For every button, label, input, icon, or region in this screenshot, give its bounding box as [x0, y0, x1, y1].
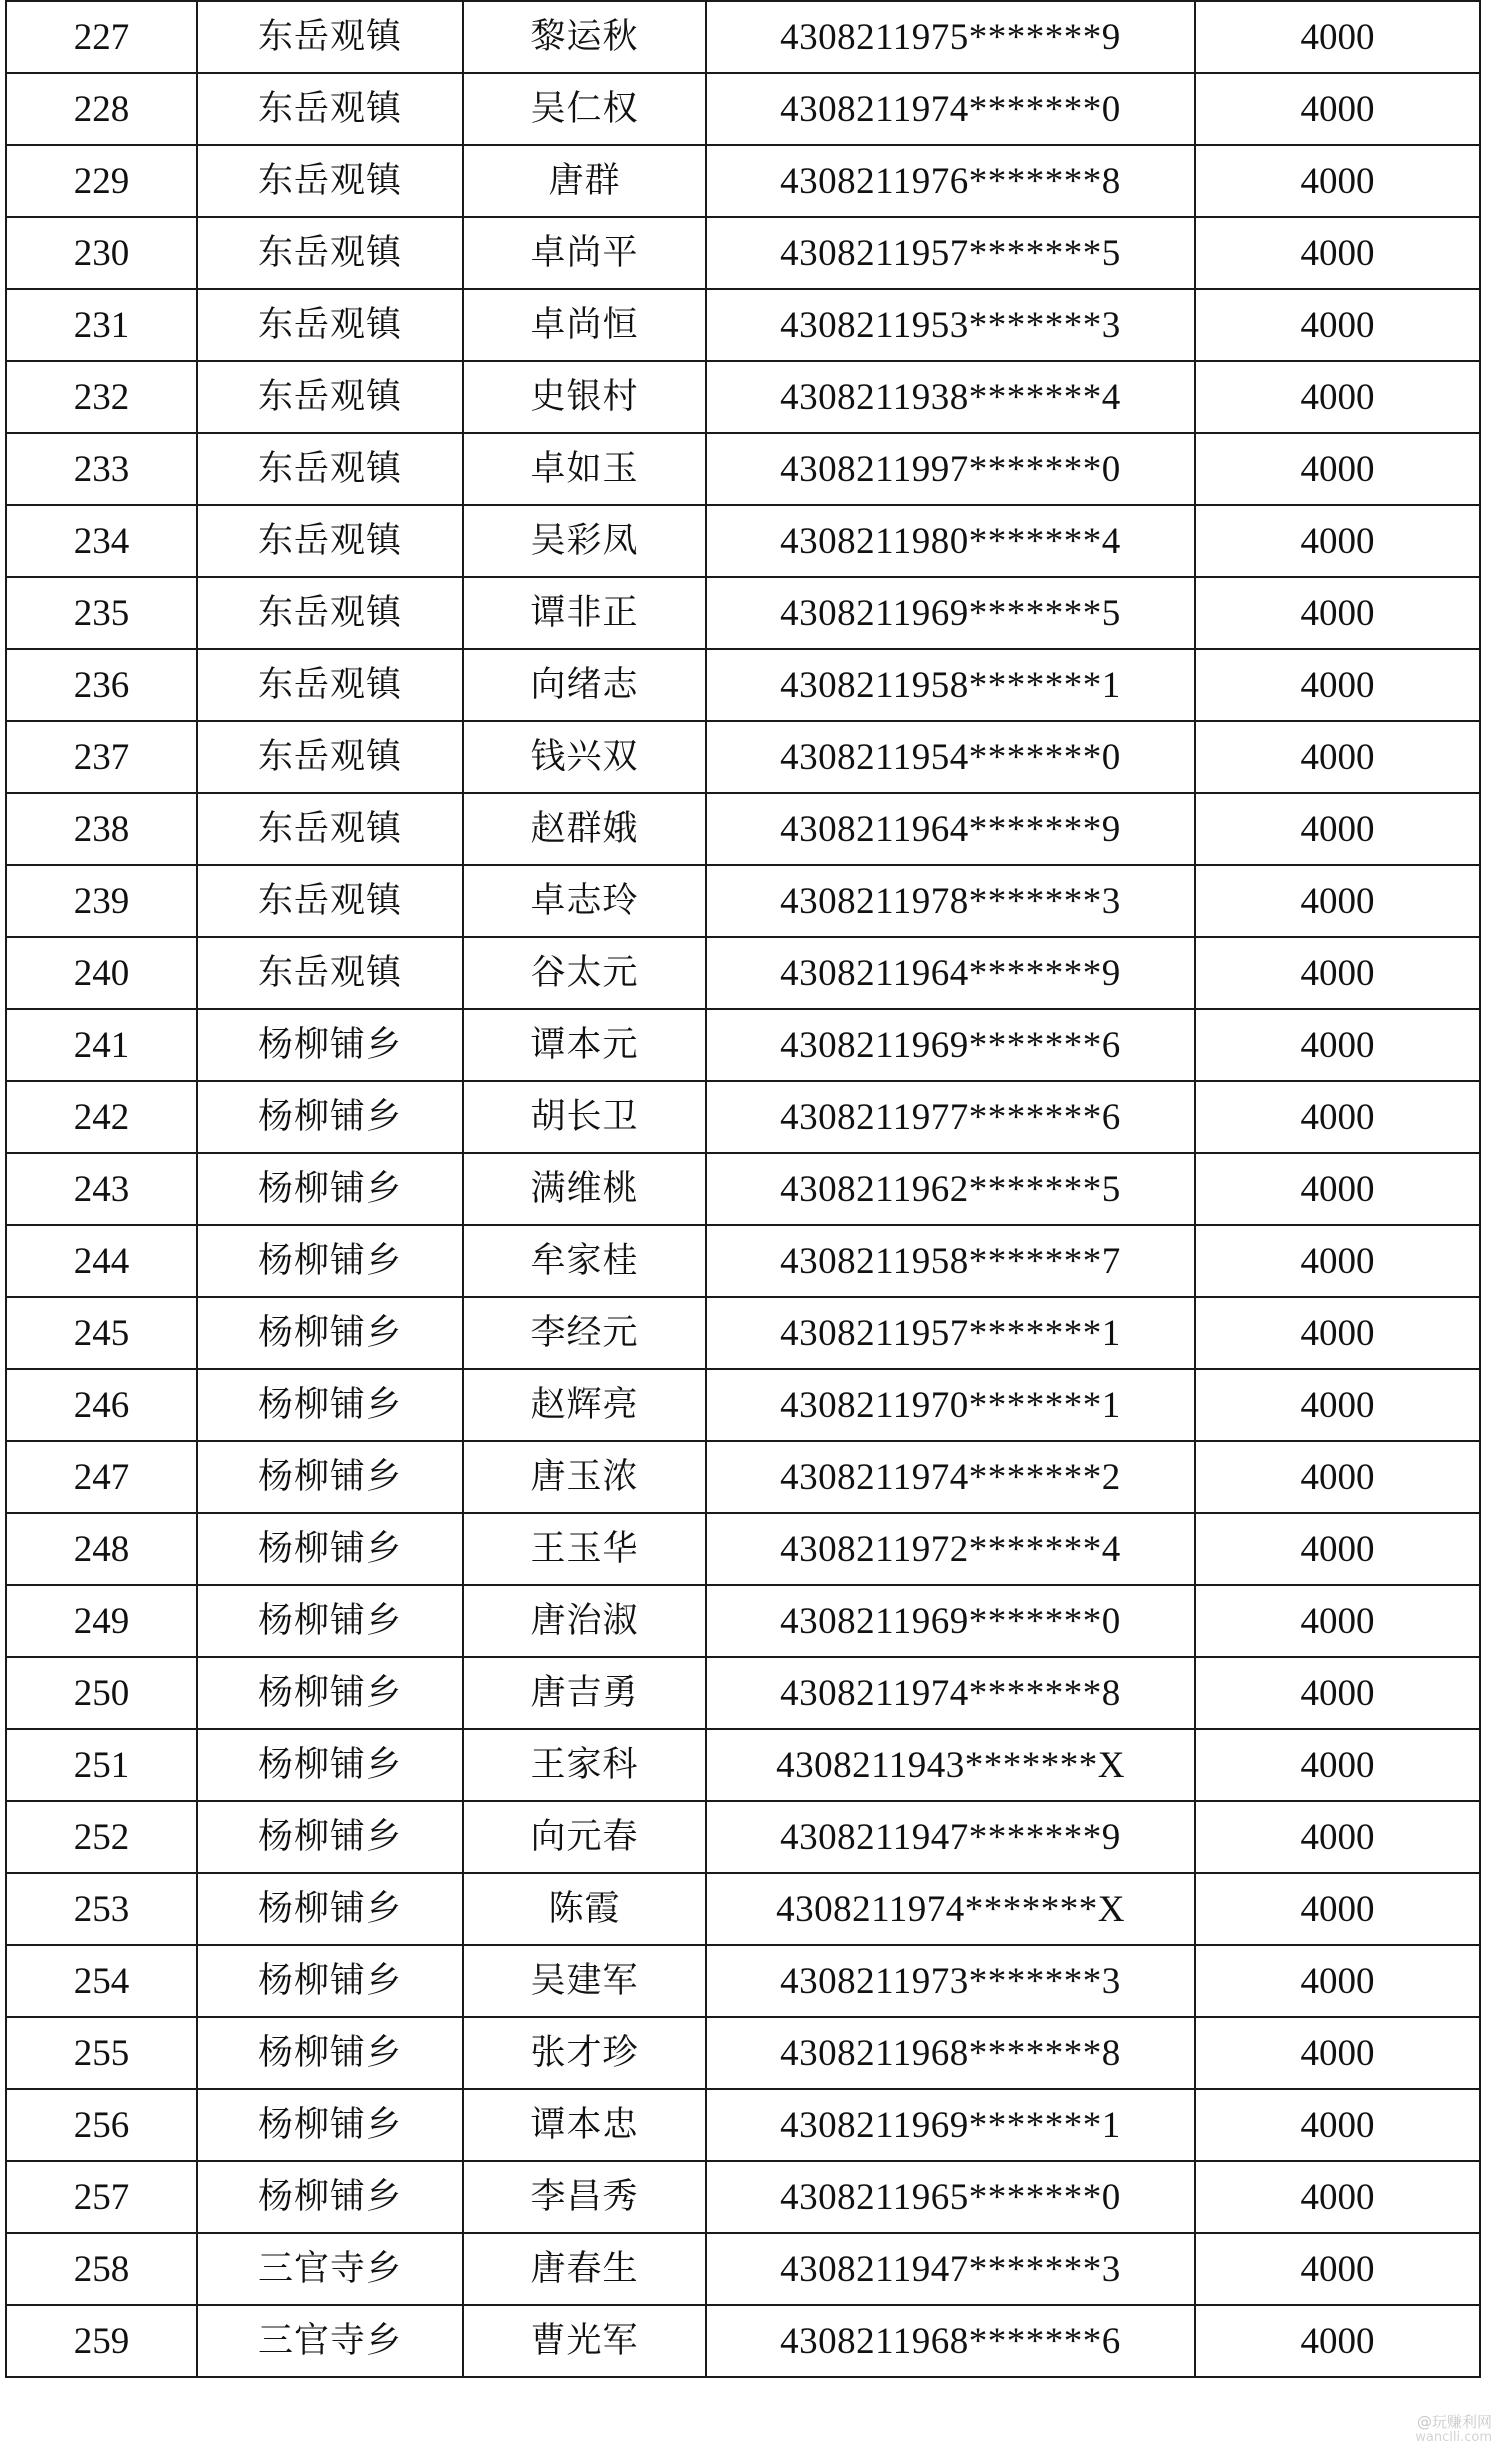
- cell-township: 东岳观镇: [197, 361, 463, 433]
- cell-name: 牟家桂: [463, 1225, 706, 1297]
- cell-name: 唐吉勇: [463, 1657, 706, 1729]
- table-row: [6, 1513, 1480, 1585]
- cell-amount: 4000: [1195, 1657, 1480, 1729]
- cell-id-number: 4308211957*******1: [706, 1297, 1195, 1369]
- cell-name: 唐春生: [463, 2233, 706, 2305]
- cell-id-number: 4308211974*******2: [706, 1441, 1195, 1513]
- cell-amount: 4000: [1195, 1009, 1480, 1081]
- cell-name: 向元春: [463, 1801, 706, 1873]
- cell-name: 陈霞: [463, 1873, 706, 1945]
- cell-index: 232: [6, 361, 197, 433]
- table-row: [6, 2233, 1480, 2305]
- cell-index: 259: [6, 2305, 197, 2377]
- table-row: [6, 1081, 1480, 1153]
- cell-amount: 4000: [1195, 2089, 1480, 2161]
- cell-id-number: 4308211958*******7: [706, 1225, 1195, 1297]
- cell-amount: 4000: [1195, 1729, 1480, 1801]
- cell-township: 东岳观镇: [197, 577, 463, 649]
- cell-amount: 4000: [1195, 721, 1480, 793]
- table-row: [6, 433, 1480, 505]
- table-row: [6, 1801, 1480, 1873]
- cell-name: 王家科: [463, 1729, 706, 1801]
- cell-index: 231: [6, 289, 197, 361]
- cell-township: 杨柳铺乡: [197, 1081, 463, 1153]
- cell-amount: 4000: [1195, 505, 1480, 577]
- table-row: [6, 505, 1480, 577]
- cell-township: 杨柳铺乡: [197, 1369, 463, 1441]
- cell-name: 卓尚恒: [463, 289, 706, 361]
- cell-amount: 4000: [1195, 361, 1480, 433]
- table-row: [6, 1873, 1480, 1945]
- cell-id-number: 4308211968*******8: [706, 2017, 1195, 2089]
- cell-index: 230: [6, 217, 197, 289]
- cell-id-number: 4308211975*******9: [706, 1, 1195, 73]
- cell-name: 唐群: [463, 145, 706, 217]
- cell-township: 杨柳铺乡: [197, 2017, 463, 2089]
- cell-amount: 4000: [1195, 2305, 1480, 2377]
- cell-amount: 4000: [1195, 145, 1480, 217]
- cell-name: 卓如玉: [463, 433, 706, 505]
- table-row: [6, 2305, 1480, 2377]
- cell-name: 卓志玲: [463, 865, 706, 937]
- cell-id-number: 4308211997*******0: [706, 433, 1195, 505]
- cell-index: 239: [6, 865, 197, 937]
- cell-township: 杨柳铺乡: [197, 1729, 463, 1801]
- cell-id-number: 4308211964*******9: [706, 937, 1195, 1009]
- cell-id-number: 4308211943*******X: [706, 1729, 1195, 1801]
- cell-index: 234: [6, 505, 197, 577]
- cell-amount: 4000: [1195, 1369, 1480, 1441]
- watermark-text: @玩赚利网: [1416, 2413, 1492, 2431]
- table-row: [6, 217, 1480, 289]
- cell-index: 241: [6, 1009, 197, 1081]
- table-row: [6, 1009, 1480, 1081]
- cell-index: 258: [6, 2233, 197, 2305]
- cell-name: 李昌秀: [463, 2161, 706, 2233]
- table-row: [6, 361, 1480, 433]
- cell-amount: 4000: [1195, 1081, 1480, 1153]
- table-row: [6, 73, 1480, 145]
- cell-name: 谭本元: [463, 1009, 706, 1081]
- cell-id-number: 4308211969*******5: [706, 577, 1195, 649]
- cell-amount: 4000: [1195, 1801, 1480, 1873]
- cell-index: 252: [6, 1801, 197, 1873]
- cell-township: 杨柳铺乡: [197, 1801, 463, 1873]
- cell-name: 唐玉浓: [463, 1441, 706, 1513]
- cell-amount: 4000: [1195, 433, 1480, 505]
- cell-township: 杨柳铺乡: [197, 1153, 463, 1225]
- cell-id-number: 4308211947*******3: [706, 2233, 1195, 2305]
- table-row: [6, 2089, 1480, 2161]
- cell-index: 240: [6, 937, 197, 1009]
- cell-id-number: 4308211969*******0: [706, 1585, 1195, 1657]
- cell-name: 吴仁权: [463, 73, 706, 145]
- cell-amount: 4000: [1195, 1513, 1480, 1585]
- cell-amount: 4000: [1195, 649, 1480, 721]
- cell-name: 向绪志: [463, 649, 706, 721]
- table-row: [6, 1225, 1480, 1297]
- cell-name: 李经元: [463, 1297, 706, 1369]
- cell-name: 谭非正: [463, 577, 706, 649]
- cell-index: 253: [6, 1873, 197, 1945]
- cell-index: 243: [6, 1153, 197, 1225]
- cell-township: 杨柳铺乡: [197, 1513, 463, 1585]
- cell-index: 249: [6, 1585, 197, 1657]
- cell-id-number: 4308211970*******1: [706, 1369, 1195, 1441]
- cell-township: 东岳观镇: [197, 1, 463, 73]
- cell-index: 235: [6, 577, 197, 649]
- cell-id-number: 4308211974*******0: [706, 73, 1195, 145]
- table-row: [6, 937, 1480, 1009]
- cell-id-number: 4308211980*******4: [706, 505, 1195, 577]
- cell-name: 张才珍: [463, 2017, 706, 2089]
- cell-township: 东岳观镇: [197, 793, 463, 865]
- cell-index: 229: [6, 145, 197, 217]
- cell-township: 东岳观镇: [197, 73, 463, 145]
- cell-index: 244: [6, 1225, 197, 1297]
- table-row: [6, 865, 1480, 937]
- cell-township: 三官寺乡: [197, 2233, 463, 2305]
- table-row: [6, 2017, 1480, 2089]
- cell-name: 卓尚平: [463, 217, 706, 289]
- cell-amount: 4000: [1195, 1441, 1480, 1513]
- cell-township: 东岳观镇: [197, 505, 463, 577]
- cell-index: 236: [6, 649, 197, 721]
- table-row: [6, 721, 1480, 793]
- cell-amount: 4000: [1195, 1225, 1480, 1297]
- cell-township: 杨柳铺乡: [197, 1873, 463, 1945]
- cell-index: 242: [6, 1081, 197, 1153]
- table-row: [6, 2161, 1480, 2233]
- cell-name: 谷太元: [463, 937, 706, 1009]
- cell-amount: 4000: [1195, 1297, 1480, 1369]
- cell-index: 250: [6, 1657, 197, 1729]
- cell-amount: 4000: [1195, 577, 1480, 649]
- cell-id-number: 4308211969*******6: [706, 1009, 1195, 1081]
- cell-index: 251: [6, 1729, 197, 1801]
- cell-id-number: 4308211953*******3: [706, 289, 1195, 361]
- cell-amount: 4000: [1195, 1153, 1480, 1225]
- watermark-url: wanclli.com: [1415, 2430, 1492, 2445]
- cell-amount: 4000: [1195, 217, 1480, 289]
- cell-id-number: 4308211938*******4: [706, 361, 1195, 433]
- cell-amount: 4000: [1195, 1945, 1480, 2017]
- cell-name: 黎运秋: [463, 1, 706, 73]
- cell-name: 吴彩凤: [463, 505, 706, 577]
- cell-name: 赵群娥: [463, 793, 706, 865]
- table-row: [6, 649, 1480, 721]
- cell-township: 杨柳铺乡: [197, 1585, 463, 1657]
- cell-id-number: 4308211954*******0: [706, 721, 1195, 793]
- cell-id-number: 4308211958*******1: [706, 649, 1195, 721]
- table-row: [6, 145, 1480, 217]
- cell-township: 东岳观镇: [197, 721, 463, 793]
- cell-index: 233: [6, 433, 197, 505]
- cell-amount: 4000: [1195, 793, 1480, 865]
- table-row: [6, 577, 1480, 649]
- cell-name: 钱兴双: [463, 721, 706, 793]
- cell-id-number: 4308211969*******1: [706, 2089, 1195, 2161]
- cell-name: 唐治淑: [463, 1585, 706, 1657]
- cell-township: 东岳观镇: [197, 865, 463, 937]
- table-row: [6, 793, 1480, 865]
- cell-township: 杨柳铺乡: [197, 1441, 463, 1513]
- cell-id-number: 4308211976*******8: [706, 145, 1195, 217]
- cell-id-number: 4308211968*******6: [706, 2305, 1195, 2377]
- cell-id-number: 4308211947*******9: [706, 1801, 1195, 1873]
- cell-id-number: 4308211978*******3: [706, 865, 1195, 937]
- cell-amount: 4000: [1195, 865, 1480, 937]
- cell-index: 245: [6, 1297, 197, 1369]
- table-body: [6, 1, 1480, 2377]
- table-row: [6, 289, 1480, 361]
- cell-index: 228: [6, 73, 197, 145]
- table-row: [6, 1657, 1480, 1729]
- cell-amount: 4000: [1195, 1, 1480, 73]
- table-row: [6, 1945, 1480, 2017]
- cell-name: 满维桃: [463, 1153, 706, 1225]
- cell-id-number: 4308211974*******X: [706, 1873, 1195, 1945]
- cell-amount: 4000: [1195, 2233, 1480, 2305]
- cell-index: 238: [6, 793, 197, 865]
- cell-id-number: 4308211962*******5: [706, 1153, 1195, 1225]
- cell-township: 东岳观镇: [197, 433, 463, 505]
- cell-index: 255: [6, 2017, 197, 2089]
- cell-township: 东岳观镇: [197, 937, 463, 1009]
- cell-amount: 4000: [1195, 2161, 1480, 2233]
- cell-township: 东岳观镇: [197, 649, 463, 721]
- cell-name: 谭本忠: [463, 2089, 706, 2161]
- cell-id-number: 4308211972*******4: [706, 1513, 1195, 1585]
- table-row: [6, 1297, 1480, 1369]
- table-row: [6, 1153, 1480, 1225]
- cell-id-number: 4308211957*******5: [706, 217, 1195, 289]
- cell-township: 杨柳铺乡: [197, 1225, 463, 1297]
- cell-index: 246: [6, 1369, 197, 1441]
- cell-name: 曹光军: [463, 2305, 706, 2377]
- cell-amount: 4000: [1195, 1873, 1480, 1945]
- cell-id-number: 4308211973*******3: [706, 1945, 1195, 2017]
- watermark: [1372, 2414, 1492, 2448]
- cell-township: 杨柳铺乡: [197, 2161, 463, 2233]
- cell-name: 史银村: [463, 361, 706, 433]
- cell-id-number: 4308211977*******6: [706, 1081, 1195, 1153]
- cell-township: 杨柳铺乡: [197, 1009, 463, 1081]
- table-row: [6, 1729, 1480, 1801]
- cell-amount: 4000: [1195, 289, 1480, 361]
- cell-township: 东岳观镇: [197, 145, 463, 217]
- cell-amount: 4000: [1195, 73, 1480, 145]
- cell-id-number: 4308211974*******8: [706, 1657, 1195, 1729]
- cell-name: 赵辉亮: [463, 1369, 706, 1441]
- cell-township: 杨柳铺乡: [197, 1297, 463, 1369]
- cell-index: 237: [6, 721, 197, 793]
- cell-name: 胡长卫: [463, 1081, 706, 1153]
- cell-index: 254: [6, 1945, 197, 2017]
- cell-index: 247: [6, 1441, 197, 1513]
- cell-index: 257: [6, 2161, 197, 2233]
- cell-index: 256: [6, 2089, 197, 2161]
- table-row: [6, 1585, 1480, 1657]
- cell-index: 248: [6, 1513, 197, 1585]
- cell-township: 东岳观镇: [197, 289, 463, 361]
- cell-index: 227: [6, 1, 197, 73]
- cell-township: 东岳观镇: [197, 217, 463, 289]
- cell-township: 杨柳铺乡: [197, 1945, 463, 2017]
- table-row: [6, 1, 1480, 73]
- cell-amount: 4000: [1195, 2017, 1480, 2089]
- subsidy-list-table: [5, 0, 1481, 2378]
- cell-township: 三官寺乡: [197, 2305, 463, 2377]
- table-row: [6, 1441, 1480, 1513]
- cell-id-number: 4308211964*******9: [706, 793, 1195, 865]
- cell-amount: 4000: [1195, 937, 1480, 1009]
- cell-name: 王玉华: [463, 1513, 706, 1585]
- cell-name: 吴建军: [463, 1945, 706, 2017]
- cell-id-number: 4308211965*******0: [706, 2161, 1195, 2233]
- cell-township: 杨柳铺乡: [197, 2089, 463, 2161]
- cell-township: 杨柳铺乡: [197, 1657, 463, 1729]
- cell-amount: 4000: [1195, 1585, 1480, 1657]
- table-row: [6, 1369, 1480, 1441]
